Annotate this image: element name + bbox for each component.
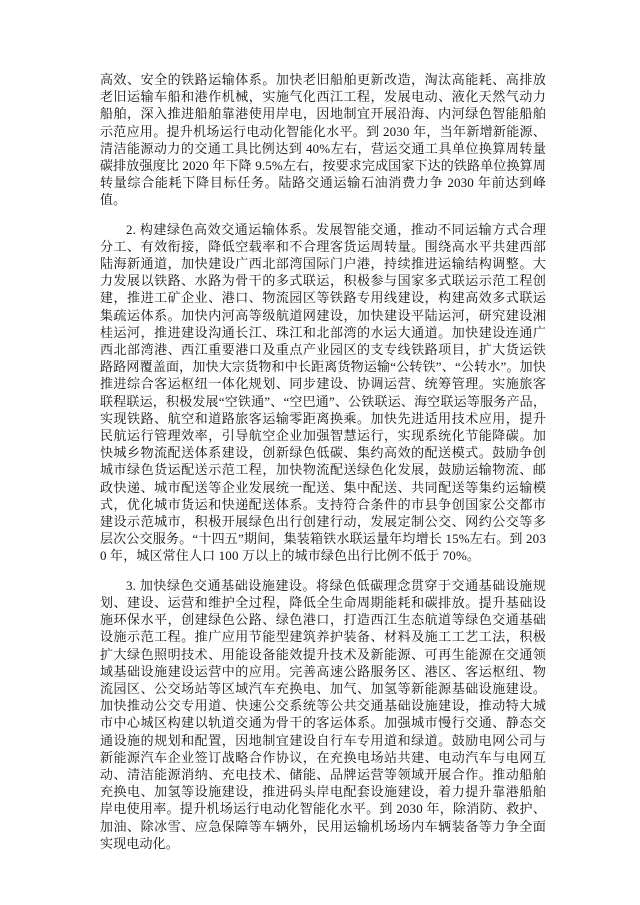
paragraph-continuation: 高效、安全的铁路运输体系。加快老旧船舶更新改造，淘汰高能耗、高排放老旧运输车船和港作机械，实施气化西江工程，发展电动、液化天然气动力船舶，深入推进船舶靠港使用岸电，因地制宜开展沿海、内河绿色智能船舶示范应用。提升机场运行电动化智能化水平。到 2030 年，当年新增新能源、清洁能源动力的交通工具比例达到 40%左右，营运交通工具单位换算周转量碳排放强度比 2020 年下降 9.5%左右，按要求完成国家下达的铁路单位换算周转量综合能耗下降目标任务。陆路交通运输石油消费力争 2030 年前达到峰值。 [100, 72, 546, 208]
paragraph-item-3: 3. 加快绿色交通基础设施建设。将绿色低碳理念贯穿于交通基础设施规划、建设、运营和维护全过程，降低全生命周期能耗和碳排放。提升基础设施环保水平，创建绿色公路、绿色港口，打造西江生态航道等绿色交通基础设施示范工程。推广应用节能型建筑养护装备、材料及施工工艺工法，积极扩大绿色照明技术、用能设备能效提升技术及新能源、可再生能源在交通领域基础设施建设运营中的应用。完善高速公路服务区、港区、客运枢纽、物流园区、公交场站等区域汽车充换电、加气、加氢等新能源基础设施建设。加快推动公交专用道、快速公交系统等公共交通基础设施建设，推动特大城市中心城区构建以轨道交通为骨干的客运体系。加强城市慢行交通、静态交通设施的规划和配置，因地制宜建设自行车专用道和绿道。鼓励电网公司与新能源汽车企业签订战略合作协议，在充换电场站共建、电动汽车与电网互动、清洁能源消纳、充电技术、储能、品牌运营等领域开展合作。推动船舶充换电、加氢等设施建设，推进码头岸电配套设施建设，着力提升靠港船舶岸电使用率。提升机场运行电动化智能化水平。到 2030 年，除消防、救护、加油、除冰雪、应急保障等车辆外，民用运输机场场内车辆装备等力争全面实现电动化。 [100, 577, 546, 851]
paragraph-item-2: 2. 构建绿色高效交通运输体系。发展智能交通，推动不同运输方式合理分工、有效衔接，降低空载率和不合理客货运周转量。围绕高水平共建西部陆海新通道，加快建设广西北部湾国际门户港，持续推进运输结构调整。大力发展以铁路、水路为骨干的多式联运，积极参与国家多式联运示范工程创建，推进工矿企业、港口、物流园区等铁路专用线建设，构建高效多式联运集疏运体系。加快内河高等级航道网建设，加快建设平陆运河，研究建设湘桂运河，推进建设沟通长江、珠江和北部湾的水运大通道。加快建设连通广西北部湾港、西江重要港口及重点产业园区的支专线铁路项目，扩大货运铁路路网覆盖面，加快大宗货物和中长距离货物运输“公转铁”、“公转水”。加快推进综合客运枢纽一体化规划、同步建设、协调运营、统筹管理。实施旅客联程联运，积极发展“空铁通”、“空巴通”、公铁联运、海空联运等服务产品，实现铁路、航空和道路旅客运输零距离换乘。加快先进适用技术应用，提升民航运行管理效率，引导航空企业加强智慧运行，实现系统化节能降碳。加快城乡物流配送体系建设，创新绿色低碳、集约高效的配送模式。鼓励争创城市绿色货运配送示范工程，加快物流配送绿色化发展，鼓励运输物流、邮政快递、城市配送等企业发展统一配送、集中配送、共同配送等集约运输模式，优化城市货运和快递配送体系。支持符合条件的市县争创国家公交都市建设示范城市，积极开展绿色出行创建行动，发展定制公交、网约公交等多层次公交服务。“十四五”期间，集装箱铁水联运量年均增长 15%左右。到 2030 年，城区常住人口 100 万以上的城市绿色出行比例不低于 70%。 [100, 221, 546, 564]
document-text-block [100, 71, 546, 864]
